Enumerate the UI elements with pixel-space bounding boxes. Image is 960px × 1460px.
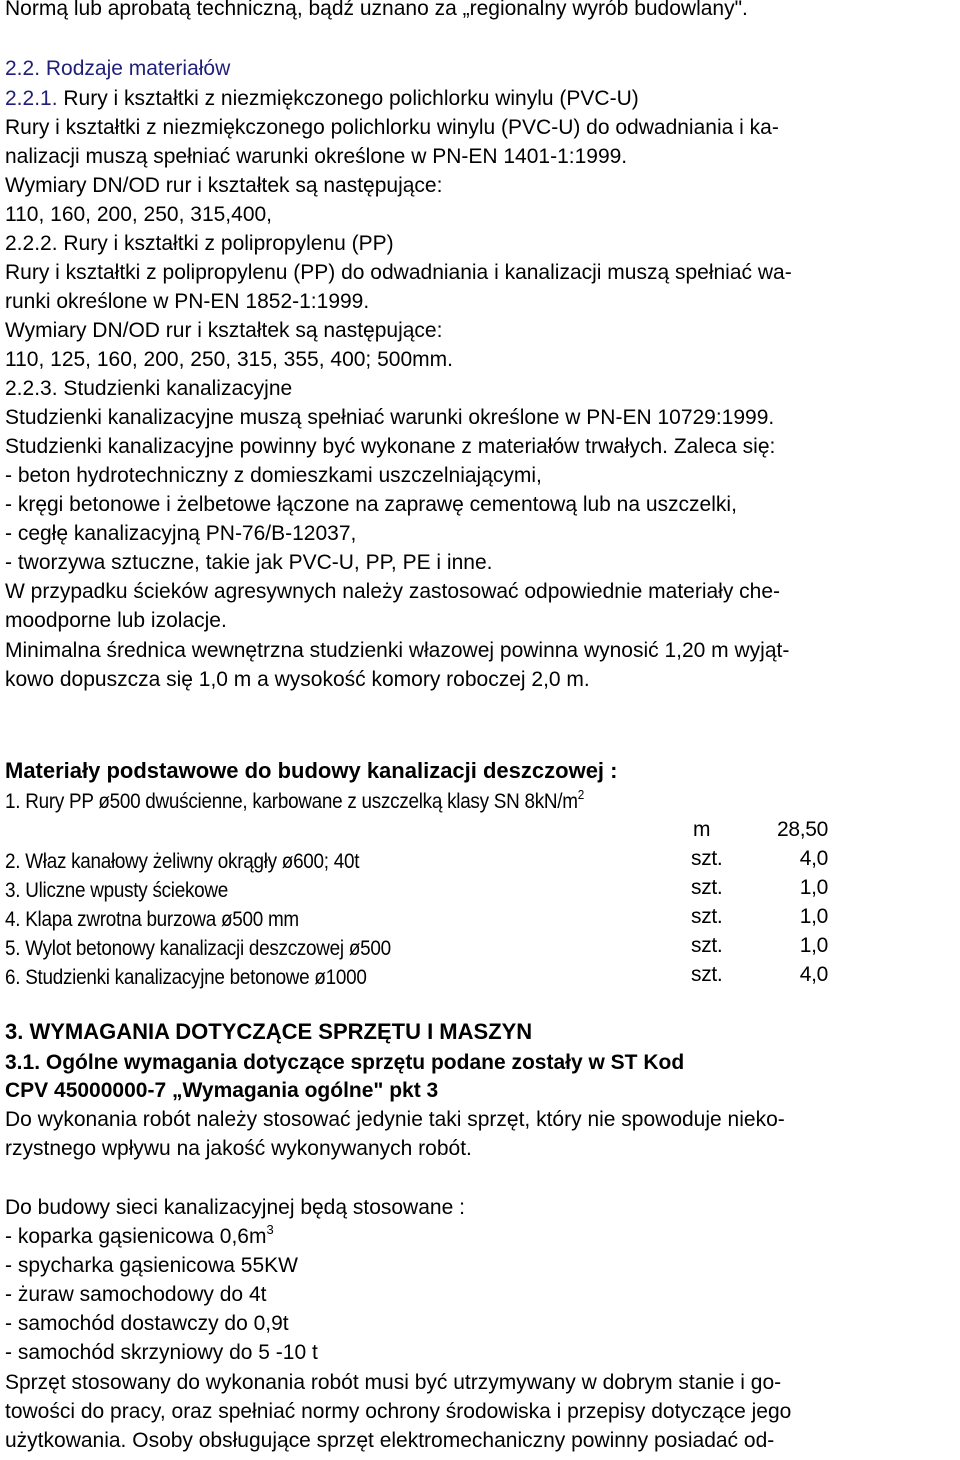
paragraph-line: moodporne lub izolacje.	[5, 609, 227, 632]
subheading-2-2-3: 2.2.3. Studzienki kanalizacyjne	[5, 377, 293, 400]
material-unit: szt.	[691, 905, 723, 928]
paragraph-line: użytkowania. Osoby obsługujące sprzęt elektromechaniczny powinny posiadać od-	[5, 1429, 775, 1452]
material-item: 3. Uliczne wpusty ściekowe	[5, 879, 229, 902]
material-item: 4. Klapa zwrotna burzowa ø500 mm	[5, 908, 299, 931]
subheading-3-1-cont: CPV 45000000-7 „Wymagania ogólne" pkt 3	[5, 1079, 439, 1102]
superscript: 2	[577, 787, 584, 802]
material-item: 6. Studzienki kanalizacyjne betonowe ø1000	[5, 966, 367, 989]
paragraph-line: nalizacji muszą spełniać warunki określone w PN-EN 1401-1:1999.	[5, 145, 628, 168]
equipment-text: - koparka gąsienicowa 0,6m	[5, 1225, 267, 1248]
paragraph-line: runki określone w PN-EN 1852-1:1999.	[5, 290, 370, 313]
paragraph-line: towości do pracy, oraz spełniać normy ochrony środowiska i przepisy dotyczące jego	[5, 1400, 792, 1423]
list-item: - beton hydrotechniczny z domieszkami uszczelniającymi,	[5, 464, 542, 487]
material-unit: szt.	[691, 934, 723, 957]
materials-title: Materiały podstawowe do budowy kanalizacji deszczowej :	[5, 758, 618, 783]
paragraph-line: Sprzęt stosowany do wykonania robót musi być utrzymywany w dobrym stanie i go-	[5, 1371, 782, 1394]
paragraph-line: Do wykonania robót należy stosować jedynie taki sprzęt, który nie spowoduje nieko-	[5, 1108, 785, 1131]
material-qty: 4,0	[799, 963, 828, 986]
equipment-intro: Do budowy sieci kanalizacyjnej będą stosowane :	[5, 1196, 465, 1219]
paragraph-line: 110, 125, 160, 200, 250, 315, 355, 400; 500mm.	[5, 348, 453, 371]
subheading-2-2-2: 2.2.2. Rury i kształtki z polipropylenu (PP)	[5, 232, 394, 255]
intro-line: Normą lub aprobatą techniczną, bądź uznano za „regionalny wyrób budowlany".	[5, 0, 748, 20]
paragraph-line: Wymiary DN/OD rur i kształtek są następujące:	[5, 319, 443, 342]
heading-3: 3. WYMAGANIA DOTYCZĄCE SPRZĘTU I MASZYN	[5, 1019, 533, 1044]
paragraph-line: Minimalna średnica wewnętrzna studzienki włazowej powinna wynosić 1,20 m wyjąt-	[5, 639, 790, 662]
heading-2-2: 2.2. Rodzaje materiałów	[5, 57, 231, 80]
list-item: - cegłę kanalizacyjną PN-76/B-12037,	[5, 522, 357, 545]
paragraph-line	[5, 432, 775, 461]
paragraph-line: Rury i kształtki z niezmiękczonego polichlorku winylu (PVC-U) do odwadniania i ka-	[5, 116, 779, 139]
subheading-3-1: 3.1. Ogólne wymagania dotyczące sprzętu podane zostały w ST Kod	[5, 1051, 685, 1074]
paragraph-line: rzystnego wpływu na jakość wykonywanych robót.	[5, 1137, 472, 1160]
material-unit: m	[693, 818, 711, 841]
material-qty: 1,0	[799, 905, 828, 928]
material-qty: 1,0	[799, 934, 828, 957]
material-qty: 1,0	[799, 876, 828, 899]
paragraph-line: 110, 160, 200, 250, 315,400,	[5, 203, 273, 226]
material-unit: szt.	[691, 847, 723, 870]
equipment-item	[5, 1222, 274, 1251]
equipment-item: - spycharka gąsienicowa 55KW	[5, 1254, 298, 1277]
material-item: 5. Wylot betonowy kanalizacji deszczowej ø500	[5, 937, 391, 960]
subheading-number: 2.2.1.	[5, 87, 58, 110]
material-unit: szt.	[691, 876, 723, 899]
paragraph-line: Wymiary DN/OD rur i kształtek są następujące:	[5, 174, 443, 197]
paragraph-line: Rury i kształtki z polipropylenu (PP) do odwadniania i kanalizacji muszą spełniać wa-	[5, 261, 792, 284]
material-item: 2. Właz kanałowy żeliwny okrągły ø600; 40t	[5, 850, 360, 873]
equipment-item: - żuraw samochodowy do 4t	[5, 1283, 267, 1306]
equipment-item: - samochód dostawczy do 0,9t	[5, 1312, 289, 1335]
material-qty: 28,50	[776, 818, 828, 841]
paragraph-line: Studzienki kanalizacyjne muszą spełniać warunki określone w PN-EN 10729:1999.	[5, 406, 775, 429]
list-item: - kręgi betonowe i żelbetowe łączone na zaprawę cementową lub na uszczelki,	[5, 493, 737, 516]
superscript: 3	[266, 1222, 274, 1237]
material-qty: 4,0	[799, 847, 828, 870]
material-text: 1. Rury PP ø500 dwuścienne, karbowane z uszczelką klasy SN 8kN/m	[5, 790, 578, 813]
paragraph-line: kowo dopuszcza się 1,0 m a wysokość komory roboczej 2,0 m.	[5, 668, 590, 691]
subheading-2-2-1	[5, 84, 639, 113]
paragraph-line: W przypadku ścieków agresywnych należy zastosować odpowiednie materiały che-	[5, 580, 781, 603]
material-unit: szt.	[691, 963, 723, 986]
material-item	[5, 787, 584, 816]
equipment-item: - samochód skrzyniowy do 5 -10 t	[5, 1341, 318, 1364]
subheading-title: Rury i kształtki z niezmiękczonego polichlorku winylu (PVC-U)	[57, 87, 639, 110]
paragraph-text: Zaleca się:	[667, 435, 776, 458]
list-item: - tworzywa sztuczne, takie jak PVC-U, PP, PE i inne.	[5, 551, 493, 574]
paragraph-text: Studzienki kanalizacyjne powinny być wykonane z materiałów trwałych.	[5, 435, 668, 458]
